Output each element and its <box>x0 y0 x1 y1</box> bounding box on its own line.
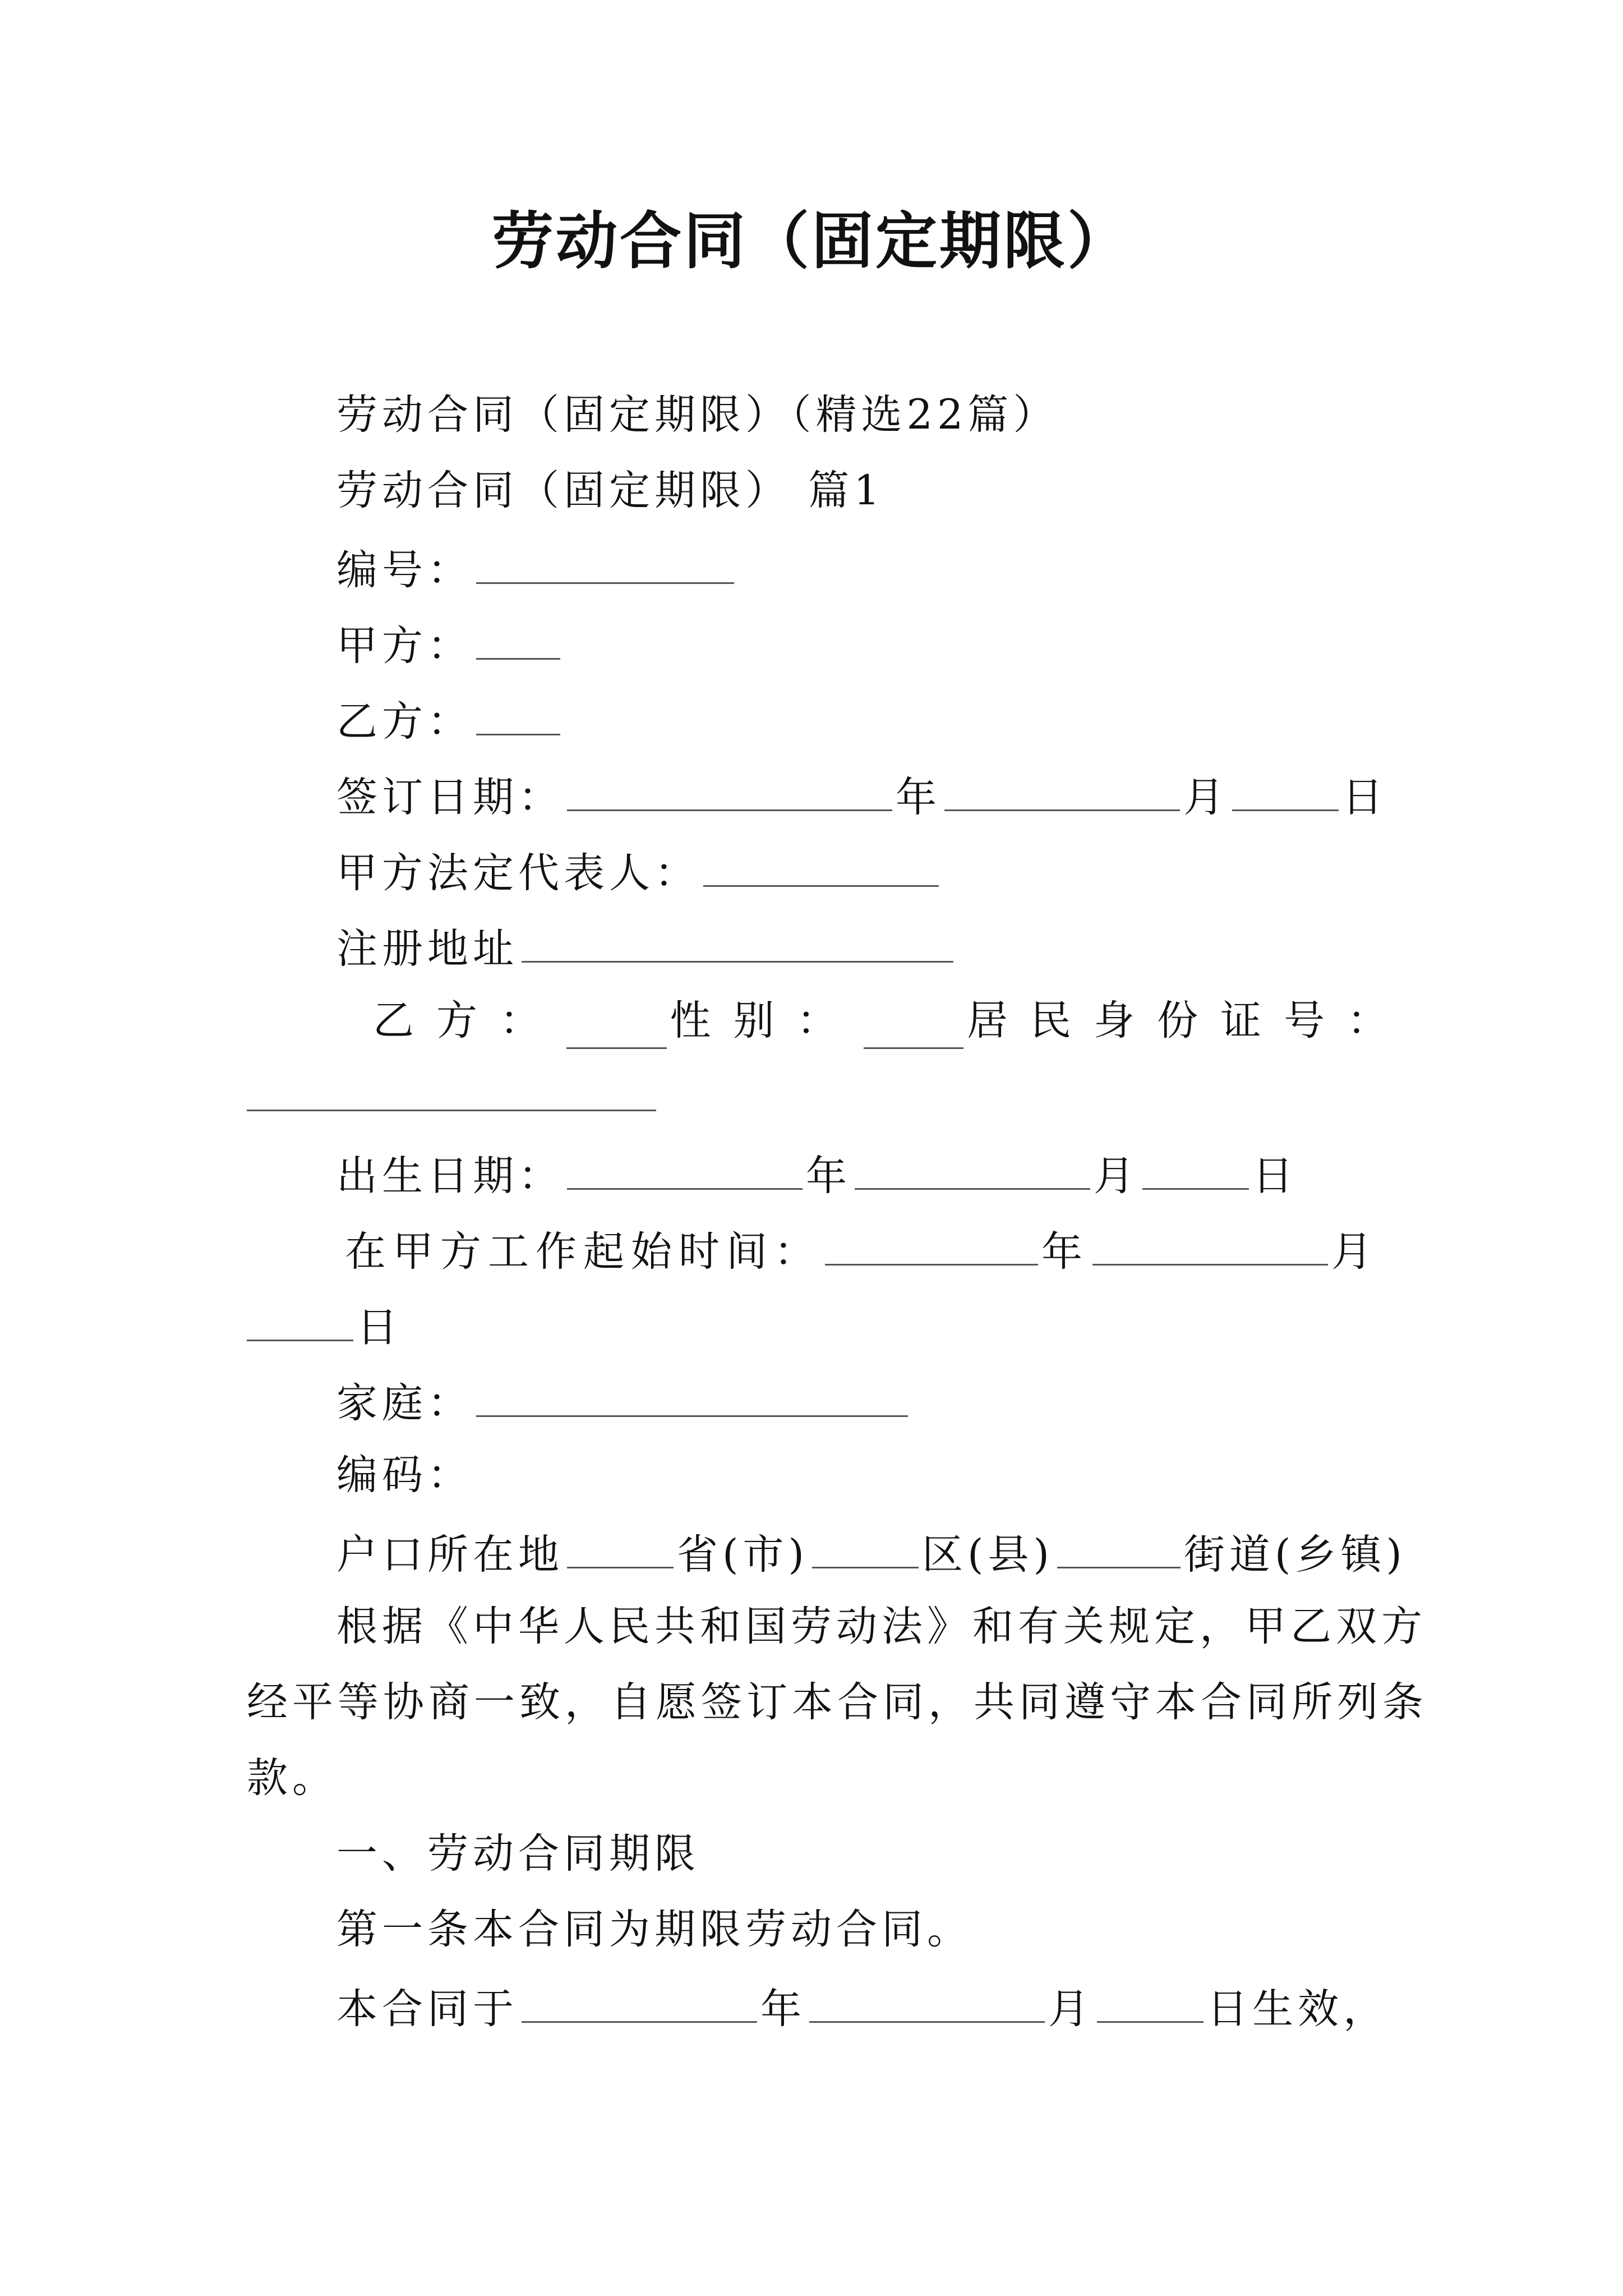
street-label: 街道(乡镇) <box>1183 1531 1407 1579</box>
street-blank <box>1057 1523 1181 1568</box>
heading-article-1: 劳动合同（固定期限） 篇1 <box>336 467 884 514</box>
sign-month-blank <box>944 766 1180 811</box>
birth-month-label: 月 <box>1094 1152 1139 1200</box>
sign-month-label: 月 <box>1183 774 1229 821</box>
party-a-label: 甲方： <box>336 622 473 670</box>
district-label: 区(县) <box>921 1531 1054 1579</box>
paragraph-1-line-2: 经平等协商一致，自愿签订本合同，共同遵守本合同所列条 <box>247 1678 1428 1726</box>
work-start-label: 在甲方工作起始时间： <box>345 1228 822 1276</box>
sign-year-label: 年 <box>896 774 941 821</box>
effective-date-field <box>336 1977 1389 2037</box>
sign-day-blank <box>1232 766 1339 811</box>
article-1: 第一条本合同为期限劳动合同。 <box>336 1906 972 1953</box>
party-b-detail-line <box>373 993 1410 1049</box>
birth-date-field <box>336 1144 1298 1204</box>
sign-date-field <box>336 766 1387 826</box>
contract-number-field <box>336 539 737 599</box>
family-field <box>336 1372 911 1432</box>
province-blank <box>567 1523 674 1568</box>
effective-year-blank <box>522 1977 757 2023</box>
paragraph-1-line-1: 根据《中华人民共和国劳动法》和有关规定，甲乙双方 <box>336 1603 1427 1650</box>
b2-id-label: 居民身份证号： <box>967 997 1410 1045</box>
b2-party-label: 乙方： <box>373 997 563 1045</box>
effective-suffix: 日生效， <box>1207 1985 1389 2033</box>
legal-rep-field <box>336 841 942 901</box>
paragraph-1-line-3: 款。 <box>247 1754 338 1802</box>
party-a-field <box>336 614 564 674</box>
work-month-blank <box>1092 1220 1328 1266</box>
legal-rep-label: 甲方法定代表人： <box>336 849 700 897</box>
birth-month-blank <box>855 1144 1090 1190</box>
work-start-day-line <box>247 1296 402 1356</box>
effective-year-label: 年 <box>760 1985 806 2033</box>
hukou-field <box>336 1523 1407 1583</box>
birth-day-blank <box>1142 1144 1249 1190</box>
work-year-blank <box>825 1220 1038 1266</box>
b2-gender-label: 性别： <box>670 997 860 1045</box>
code-field <box>336 1447 473 1503</box>
b2-gender-blank <box>864 1004 964 1049</box>
effective-prefix: 本合同于 <box>336 1985 518 2033</box>
hukou-label: 户口所在地 <box>336 1531 564 1579</box>
id-number-blank-line <box>247 1066 656 1126</box>
reg-address-field <box>336 917 957 977</box>
code-label: 编码： <box>336 1451 473 1499</box>
work-day-label: 日 <box>357 1304 402 1351</box>
document-title: 劳动合同（固定期限） <box>492 205 1131 277</box>
effective-day-blank <box>1097 1977 1204 2023</box>
sign-date-label: 签订日期： <box>336 774 564 821</box>
reg-address-blank <box>522 917 953 963</box>
effective-month-label: 月 <box>1048 1985 1094 2033</box>
legal-rep-blank <box>703 841 939 887</box>
work-day-blank <box>247 1296 353 1341</box>
birth-label: 出生日期： <box>336 1152 564 1200</box>
number-label: 编号： <box>336 546 473 594</box>
number-blank <box>476 539 734 584</box>
party-b-blank <box>476 690 560 735</box>
family-blank <box>476 1372 908 1417</box>
party-b-field <box>336 690 564 750</box>
birth-year-label: 年 <box>806 1152 851 1200</box>
province-label: 省(市) <box>677 1531 809 1579</box>
section-1-heading: 一、劳动合同期限 <box>336 1830 700 1878</box>
work-year-label: 年 <box>1041 1228 1089 1276</box>
b2-party-blank <box>566 1004 667 1049</box>
reg-address-label: 注册地址 <box>336 925 518 973</box>
work-month-label: 月 <box>1331 1228 1379 1276</box>
birth-year-blank <box>567 1144 803 1190</box>
effective-month-blank <box>809 1977 1045 2023</box>
sign-day-label: 日 <box>1342 774 1387 821</box>
id-number-blank <box>247 1066 656 1111</box>
birth-day-label: 日 <box>1252 1152 1298 1200</box>
party-a-blank <box>476 614 560 660</box>
family-label: 家庭： <box>336 1379 473 1427</box>
district-blank <box>812 1523 919 1568</box>
work-start-field <box>345 1220 1379 1280</box>
sign-year-blank <box>567 766 892 811</box>
party-b-label: 乙方： <box>336 698 473 746</box>
intro-line: 劳动合同（固定期限）（精选22篇） <box>336 391 1059 439</box>
